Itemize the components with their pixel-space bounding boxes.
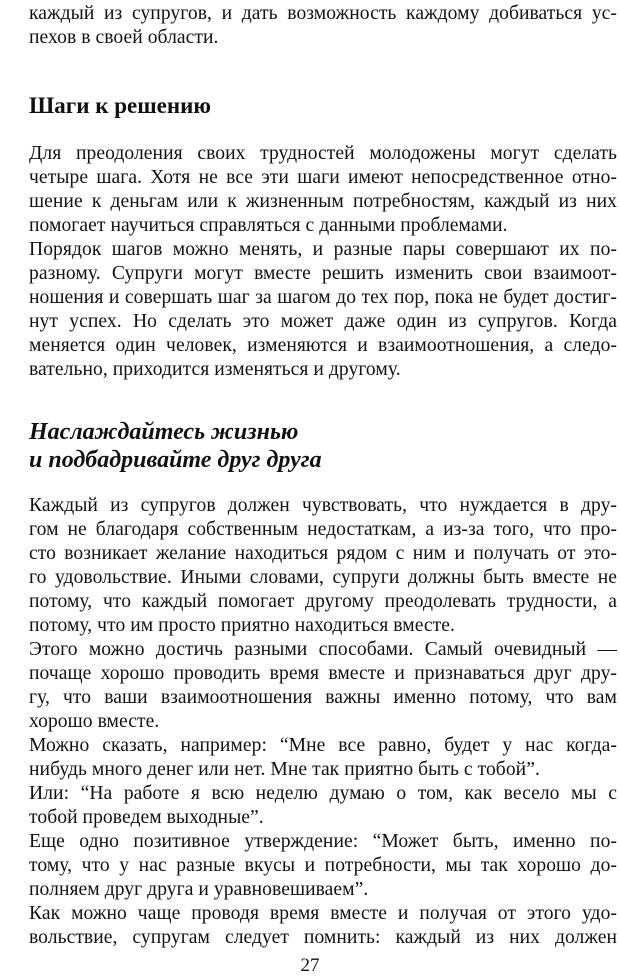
text-line: четыре шага. Хотя не все эти шаги имеют непосредственное отно- — [29, 167, 617, 188]
text-line: почаще хорошо проводить время вместе и признаваться друг дру- — [29, 663, 617, 684]
text-line: сто возникает желание находиться рядом с ним и получать от это- — [29, 543, 617, 564]
text-line: гом не благодаря собственным недостаткам, а из-за того, что про- — [29, 519, 617, 540]
text-line: Можно сказать, например: “Мне все равно, будет у нас когда- — [29, 735, 617, 756]
text-line: ношения и совершать шаг за шагом до тех пор, пока не будет достиг- — [29, 287, 617, 308]
text-line: нибудь много денег или нет. Мне так приятно быть с тобой”. — [29, 759, 540, 780]
text-line: шение к деньгам или к жизненным потребностям, каждый из них — [29, 191, 617, 212]
text-line: хорошо вместе. — [29, 711, 160, 732]
book-page — [29, 0, 620, 979]
text-line: Порядок шагов можно менять, и разные пары совершают их по- — [29, 239, 617, 260]
text-line: помогает научиться справляться с данными проблемами. — [29, 215, 508, 236]
text-line: разному. Супруги могут вместе решить изменить свои взаимоот- — [29, 263, 617, 284]
text-line: вательно, приходится изменяться и другому. — [29, 359, 401, 380]
text-line: Каждый из супругов должен чувствовать, что нуждается в дру- — [29, 495, 617, 516]
section-heading: и подбадривайте друг друга — [29, 447, 322, 473]
text-line: Или: “На работе я всю неделю думаю о том, как весело мы с — [29, 783, 617, 804]
text-line: гу, что ваши взаимоотношения важны именно потому, что вам — [29, 687, 617, 708]
text-line: вольствие, супругам следует помнить: каждый из них должен — [29, 927, 617, 948]
text-line: меняется один человек, изменяются и взаимоотношения, а следо- — [29, 335, 617, 356]
section-heading: Наслаждайтесь жизнью — [29, 419, 299, 445]
text-line: полняем друг друга и уравновешиваем”. — [29, 879, 369, 900]
text-line: нут успех. Но сделать это может даже один из супругов. Когда — [29, 311, 617, 332]
text-line: Этого можно достичь разными способами. Самый очевидный — — [29, 639, 617, 660]
text-line: Еще одно позитивное утверждение: “Может быть, именно по- — [29, 831, 617, 852]
text-line: каждый из супругов, и дать возможность каждому добиваться ус- — [29, 3, 617, 24]
text-line: пехов в своей области. — [29, 27, 219, 48]
text-line: Для преодоления своих трудностей молодожены могут сделать — [29, 143, 617, 164]
page-number: 27 — [300, 955, 320, 976]
text-line: тобой проведем выходные”. — [29, 807, 264, 828]
text-line: Как можно чаще проводя время вместе и получая от этого удо- — [29, 903, 617, 924]
section-heading: Шаги к решению — [29, 93, 211, 118]
text-line: го удовольствие. Иными словами, супруги должны быть вместе не — [29, 567, 617, 588]
text-line: потому, что каждый помогает другому преодолевать трудности, а — [29, 591, 617, 612]
text-line: потому, что им просто приятно находиться вместе. — [29, 615, 455, 636]
text-line: тому, что у нас разные вкусы и потребности, мы так хорошо до- — [29, 855, 617, 876]
